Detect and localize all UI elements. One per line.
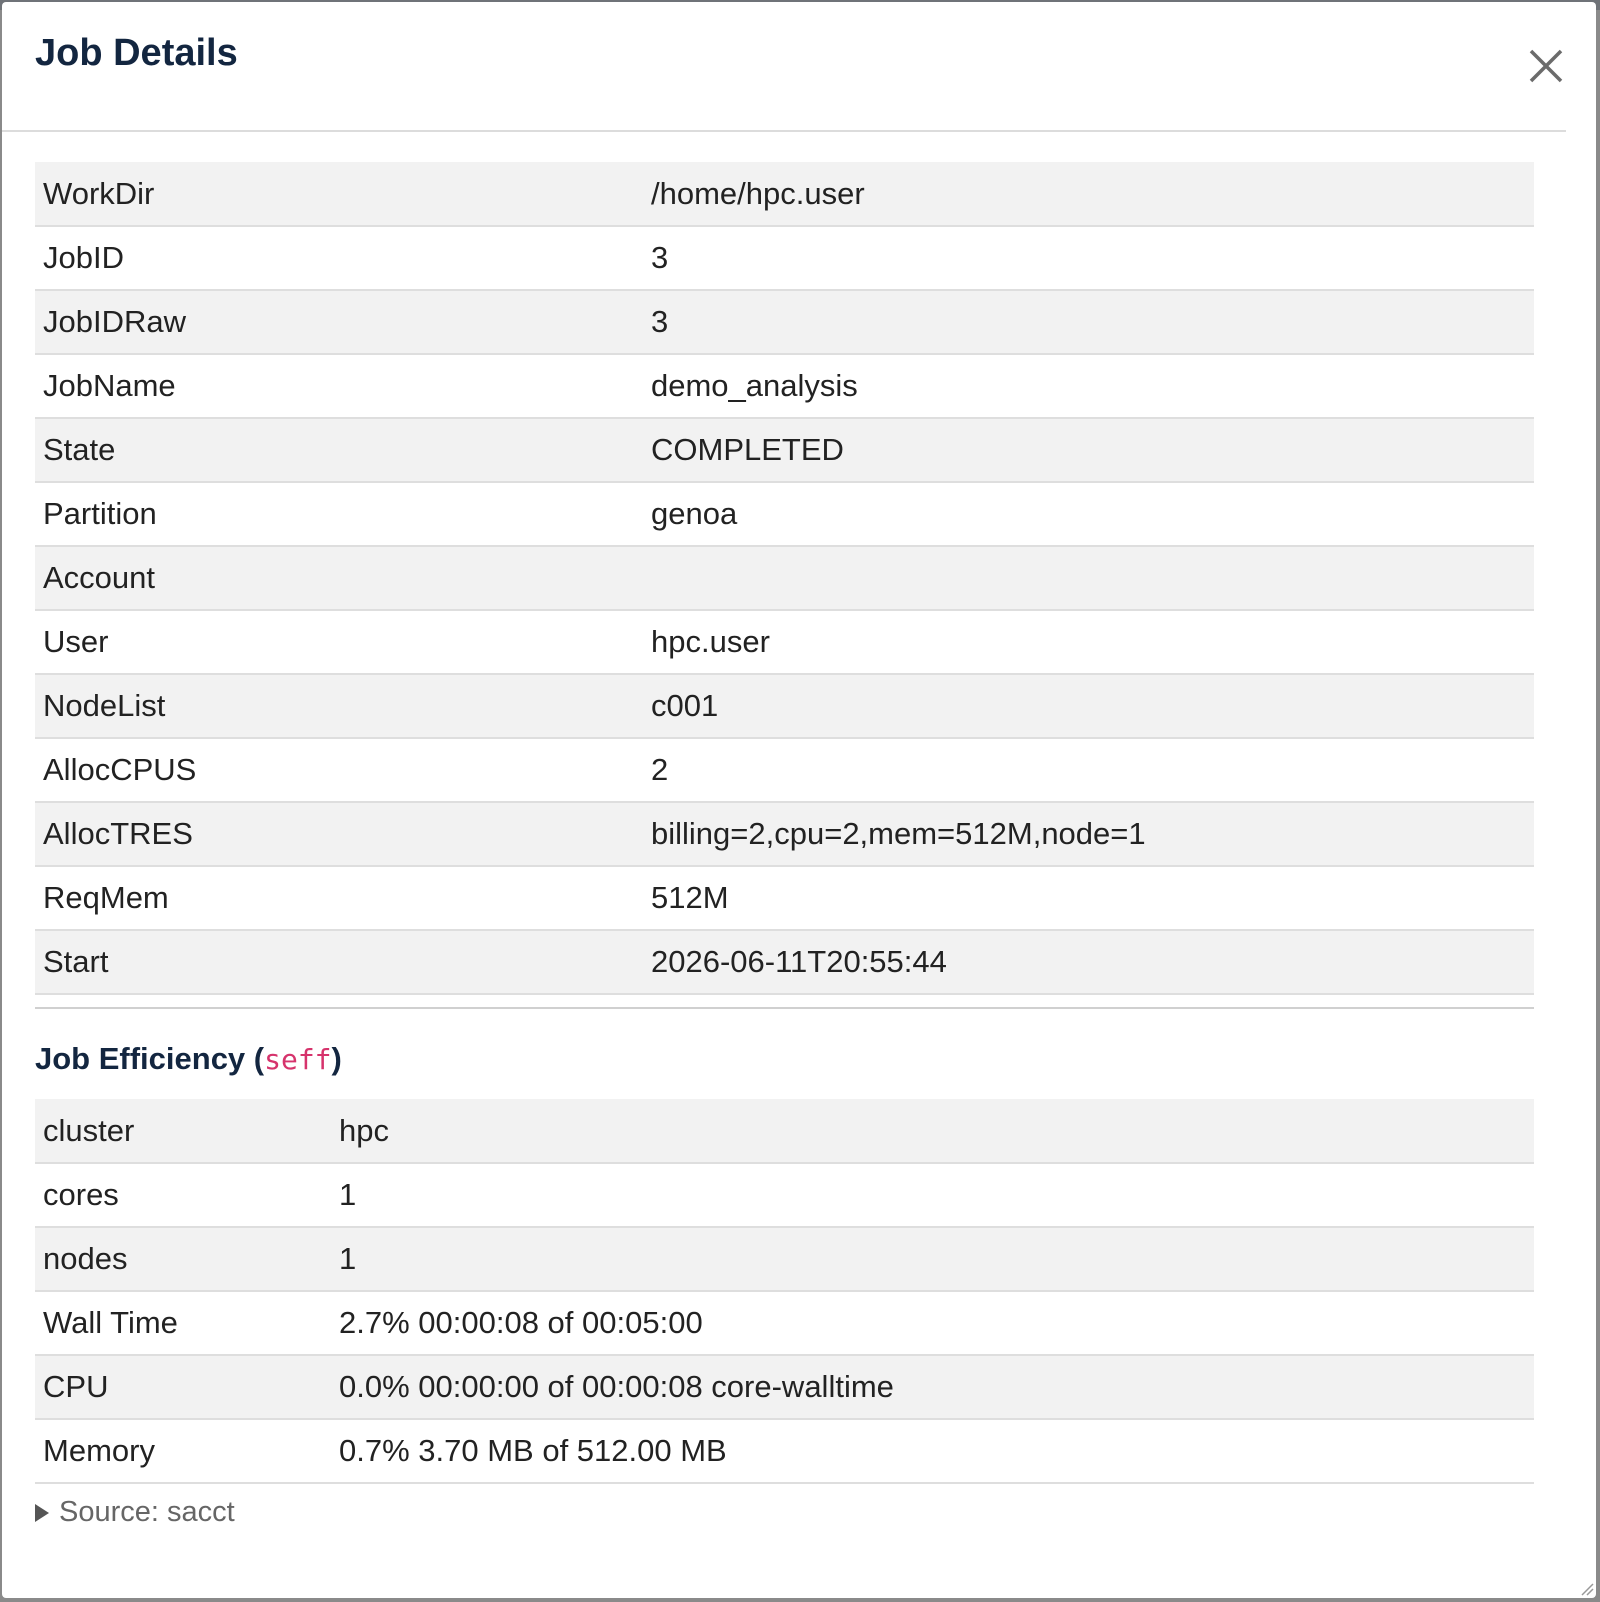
table-row bbox=[35, 162, 1534, 226]
table-row bbox=[35, 610, 1534, 674]
row-value: 2 bbox=[643, 738, 1534, 802]
seff-code: seff bbox=[264, 1043, 332, 1076]
row-value: 512M bbox=[643, 866, 1534, 930]
table-row bbox=[35, 418, 1534, 482]
row-value: 0.0% 00:00:00 of 00:00:08 core-walltime bbox=[331, 1355, 1534, 1419]
row-value: /home/hpc.user bbox=[643, 162, 1534, 226]
job-efficiency-table bbox=[35, 1099, 1534, 1484]
row-key: Memory bbox=[35, 1419, 331, 1483]
table-row bbox=[35, 738, 1534, 802]
row-value: billing=2,cpu=2,mem=512M,node=1 bbox=[643, 802, 1534, 866]
row-value: c001 bbox=[643, 674, 1534, 738]
table-row bbox=[35, 1291, 1534, 1355]
table-row bbox=[35, 1227, 1534, 1291]
table-row bbox=[35, 1419, 1534, 1483]
row-key: Account bbox=[35, 546, 643, 610]
section-divider bbox=[35, 1007, 1534, 1009]
job-details-modal bbox=[2, 2, 1596, 1598]
row-value bbox=[643, 546, 1534, 610]
row-key: ReqMem bbox=[35, 866, 643, 930]
row-key: JobIDRaw bbox=[35, 290, 643, 354]
row-value: 0.7% 3.70 MB of 512.00 MB bbox=[331, 1419, 1534, 1483]
row-value: hpc bbox=[331, 1099, 1534, 1163]
row-key: CPU bbox=[35, 1355, 331, 1419]
modal-title: Job Details bbox=[35, 32, 238, 74]
modal-header bbox=[2, 2, 1566, 132]
table-row bbox=[35, 930, 1534, 994]
job-details-table bbox=[35, 162, 1534, 995]
table-row bbox=[35, 1163, 1534, 1227]
row-value: hpc.user bbox=[643, 610, 1534, 674]
row-key: Wall Time bbox=[35, 1291, 331, 1355]
table-row bbox=[35, 226, 1534, 290]
row-value: 3 bbox=[643, 226, 1534, 290]
row-value: demo_analysis bbox=[643, 354, 1534, 418]
row-key: NodeList bbox=[35, 674, 643, 738]
resize-grip-icon[interactable] bbox=[1580, 1582, 1594, 1596]
table-row bbox=[35, 482, 1534, 546]
table-row bbox=[35, 546, 1534, 610]
heading-prefix: Job Efficiency ( bbox=[35, 1041, 265, 1076]
row-key: cluster bbox=[35, 1099, 331, 1163]
row-value: 1 bbox=[331, 1163, 1534, 1227]
row-value: 3 bbox=[643, 290, 1534, 354]
row-value: COMPLETED bbox=[643, 418, 1534, 482]
row-key: WorkDir bbox=[35, 162, 643, 226]
table-row bbox=[35, 866, 1534, 930]
row-key: cores bbox=[35, 1163, 331, 1227]
row-key: nodes bbox=[35, 1227, 331, 1291]
modal-body bbox=[2, 132, 1596, 1529]
disclosure-triangle-icon bbox=[35, 1504, 49, 1522]
row-key: Partition bbox=[35, 482, 643, 546]
table-row bbox=[35, 290, 1534, 354]
row-key: Start bbox=[35, 930, 643, 994]
close-button[interactable] bbox=[1526, 46, 1566, 86]
row-key: AllocCPUS bbox=[35, 738, 643, 802]
table-row bbox=[35, 802, 1534, 866]
source-details-toggle[interactable] bbox=[35, 1496, 1534, 1529]
table-row bbox=[35, 354, 1534, 418]
row-key: User bbox=[35, 610, 643, 674]
close-icon bbox=[1526, 46, 1566, 86]
row-value: genoa bbox=[643, 482, 1534, 546]
row-key: JobID bbox=[35, 226, 643, 290]
table-row bbox=[35, 1355, 1534, 1419]
row-key: State bbox=[35, 418, 643, 482]
row-value: 2026-06-11T20:55:44 bbox=[643, 930, 1534, 994]
source-label: Source: sacct bbox=[59, 1496, 235, 1528]
table-row bbox=[35, 1099, 1534, 1163]
row-value: 1 bbox=[331, 1227, 1534, 1291]
row-key: AllocTRES bbox=[35, 802, 643, 866]
row-value: 2.7% 00:00:08 of 00:05:00 bbox=[331, 1291, 1534, 1355]
heading-suffix: ) bbox=[331, 1041, 342, 1076]
job-efficiency-heading bbox=[35, 1041, 1534, 1077]
table-row bbox=[35, 674, 1534, 738]
row-key: JobName bbox=[35, 354, 643, 418]
